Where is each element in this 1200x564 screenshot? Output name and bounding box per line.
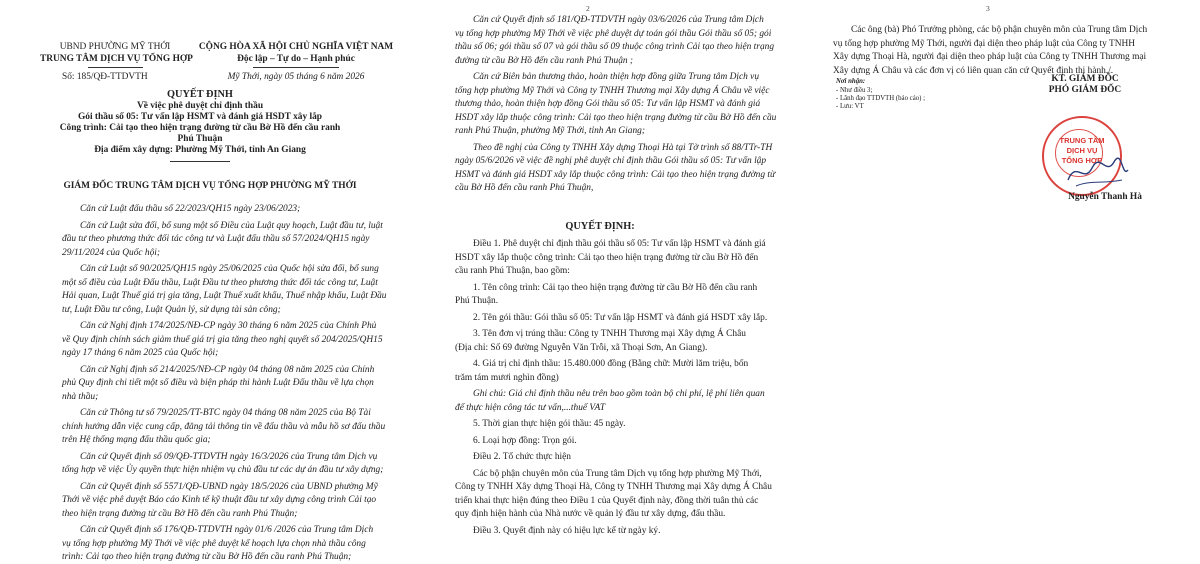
basis-line: Căn cứ Biên bản thương thảo, hoàn thiện hợp đồng giữa Trung tâm Dịch vụ bbox=[473, 72, 760, 82]
item-line: 2. Tên gói thầu: Gói thầu số 05: Tư vấn lập HSMT và đánh giá HSDT xây lắp. bbox=[473, 312, 768, 323]
document-page-3 bbox=[800, 0, 1200, 564]
article-4-text bbox=[833, 24, 1168, 78]
agency-name: UBND PHƯỜNG MỸ THỚI bbox=[59, 42, 171, 52]
stamp-line: TỔNG HỢP bbox=[1061, 156, 1103, 165]
basis-line: đầu tư theo phương thức đối tác công tư và Luật đấu thầu số 57/2024/QH15 ngày bbox=[62, 234, 370, 244]
article-1-line: Điều 1. Phê duyệt chỉ định thầu gói thầu số 05: Tư vấn lập HSMT và đánh giá bbox=[473, 239, 766, 249]
legal-basis-list bbox=[62, 203, 387, 564]
basis-line: Hải quan, Luật Thuế giá trị gia tăng, Luật Thuế xuất khẩu, Thuế nhập khẩu, Luật Đầu bbox=[62, 291, 387, 301]
basis-line: HSDT xây lắp thuộc công trình: Cải tạo theo hiện trạng đường từ cầu Bờ Hồ đến cầu bbox=[455, 112, 777, 123]
stamp-line: TRUNG TÂM bbox=[1059, 136, 1105, 145]
document-page-1 bbox=[0, 0, 400, 564]
article-4-line: Xây dựng Thoại Hà, người đại diện theo pháp luật của Công ty TNHH Thương mại bbox=[833, 52, 1147, 62]
basis-line: cầu Bờ Hồ đến cầu ranh Phú Thuận, bbox=[455, 183, 594, 193]
unit-name: TRUNG TÂM DỊCH VỤ TỔNG HỢP bbox=[40, 54, 193, 64]
item-line: 1. Tên công trình: Cải tạo theo hiện trạng đường từ cầu Bờ Hồ đến cầu ranh bbox=[473, 282, 758, 293]
article-2-line: quy định hiện hành của Nhà nước về quản lý đầu tư xây dựng, đấu thầu. bbox=[455, 509, 726, 519]
basis-line: nhà thầu; bbox=[62, 391, 99, 402]
issuer-title: GIÁM ĐỐC TRUNG TÂM DỊCH VỤ TỔNG HỢP PHƯỜNG MỸ THỚI bbox=[63, 181, 357, 191]
basis-line: Căn cứ Quyết định số 181/QĐ-TTDVTH ngày 03/6/2026 của Trung tâm Dịch bbox=[473, 15, 764, 25]
item-line: 6. Loại hợp đồng: Trọn gói. bbox=[473, 435, 577, 446]
basis-line: Căn cứ Quyết định số 5571/QĐ-UBND ngày 18/5/2026 của UBND phường Mỹ bbox=[80, 481, 378, 492]
article-1-line: cầu ranh Phú Thuận, bao gồm: bbox=[455, 266, 570, 276]
recipient-item: - Lưu: VT bbox=[836, 103, 864, 110]
page-number-3: 3 bbox=[986, 4, 990, 13]
basis-line: Căn cứ Nghị định số 214/2025/NĐ-CP ngày 04 tháng 08 năm 2025 của Chính bbox=[80, 364, 375, 375]
basis-line: Căn cứ Luật đấu thầu số 22/2023/QH15 ngày 23/06/2023; bbox=[80, 204, 301, 214]
article-2-title: Điều 2. Tổ chức thực hiện bbox=[473, 452, 571, 462]
issue-date: Mỹ Thới, ngày 05 tháng 6 năm 2026 bbox=[227, 72, 365, 82]
basis-line: tổng hợp về việc Ủy quyền thực hiện nhiệm vụ chủ đầu tư các dự án đầu tư xây dựng; bbox=[62, 465, 384, 475]
basis-line: Thới về việc phê duyệt Báo cáo Kinh tế kỹ thuật đầu tư xây dựng công trình Cải tạo bbox=[62, 495, 377, 505]
article-2-line: Các bộ phận chuyên môn của Trung tâm Dịch vụ tổng hợp phường Mỹ Thới, bbox=[473, 468, 762, 479]
basis-line: tư, Luật Đầu tư công, Luật Quản lý, sử dụng tài sản công; bbox=[62, 304, 281, 315]
article-2-line: triển khai thực hiện đúng theo Điều 1 của Quyết định này, đồng thời tuân thủ các bbox=[455, 495, 759, 506]
item-line: 4. Giá trị chỉ định thầu: 15.480.000 đồng (Bằng chữ: Mười lăm triệu, bốn bbox=[473, 359, 749, 369]
article-3-line: Điều 3. Quyết định này có hiệu lực kể từ ngày ký. bbox=[473, 525, 661, 536]
item-line: trăm tám mươi nghìn đồng) bbox=[455, 372, 559, 383]
basis-line: trình: Cải tạo theo hiện trạng đường từ cầu Bờ Hồ đến cầu ranh Phú Thuận; bbox=[62, 552, 352, 562]
basis-line: Theo đề nghị của Công ty TNHH Xây dựng Thoại Hà tại Tờ trình số 88/TTr-TH bbox=[473, 142, 773, 153]
basis-continued-list bbox=[455, 14, 777, 196]
article-1-line: HSDT xây lắp thuộc công trình: Cải tạo theo hiện trạng đường từ cầu Bờ Hồ đến bbox=[455, 252, 759, 263]
basis-line: về Quy định chính sách giảm thuế giá trị gia tăng theo nghị quyết số 204/2025/QH15 bbox=[62, 334, 383, 345]
basis-line: Căn cứ Quyết định số 176/QĐ-TTDVTH ngày 01/6 /2026 của Trung tâm Dịch bbox=[80, 525, 374, 535]
nation-title: CỘNG HÒA XÃ HỘI CHỦ NGHĨA VIỆT NAM bbox=[198, 42, 394, 52]
signer-name: Nguyễn Thanh Hà bbox=[1068, 192, 1142, 202]
build-location: Địa điểm xây dựng: Phường Mỹ Thới, tỉnh An Giang bbox=[94, 145, 306, 155]
basis-line: ngày 05/6/2026 về việc đề nghị phê duyệt chỉ định thầu Gói thầu số 05: Tư vấn lập bbox=[455, 156, 767, 166]
item-line: (Địa chỉ: Số 69 đường Nguyễn Văn Trỗi, xã Thoại Sơn, An Giang). bbox=[455, 342, 708, 353]
basis-line: thương thảo, hoàn thiện hợp đồng Gói thầu số 05: Tư vấn lập HSMT và đánh giá bbox=[455, 99, 761, 109]
item-line: 3. Tên đơn vị trúng thầu: Công ty TNHH Thương mại Xây dựng Á Châu bbox=[473, 329, 746, 339]
title-underline bbox=[170, 161, 230, 162]
basis-line: Căn cứ Luật số 90/2025/QH15 ngày 25/06/2025 của Quốc hội sửa đổi, bổ sung bbox=[80, 264, 379, 274]
basis-line: phủ Quy định chi tiết một số điều và biện pháp thi hành Luật Đấu thầu về lựa chọn bbox=[62, 378, 374, 388]
decide-heading: QUYẾT ĐỊNH: bbox=[565, 221, 635, 232]
basis-line: trên Hệ thống mạng đấu thầu quốc gia; bbox=[62, 435, 211, 445]
basis-line: đường từ cầu Bờ Hồ đến cầu ranh Phú Thuận ; bbox=[455, 55, 634, 66]
unit-underline bbox=[88, 67, 143, 68]
motto-underline bbox=[253, 67, 339, 68]
basis-line: vụ tổng hợp phường Mỹ Thới về việc phê duyệt dự toán gói thầu Gói thầu số 05; gói bbox=[455, 28, 772, 39]
document-page-2 bbox=[400, 0, 800, 564]
document-number: Số: 185/QĐ-TTDVTH bbox=[62, 72, 148, 82]
basis-line: chính hướng dẫn việc cung cấp, đăng tải thông tin về đấu thầu và mẫu hồ sơ đấu thầu bbox=[62, 421, 386, 432]
recipients-title: Nơi nhận: bbox=[836, 78, 866, 85]
signature-position: PHÓ GIÁM ĐỐC bbox=[1048, 85, 1122, 95]
note-line: Ghi chú: Giá chỉ định thầu nêu trên bao gồm toàn bộ chi phí, lệ phí liên quan bbox=[473, 389, 765, 399]
item-line: Phú Thuận. bbox=[455, 296, 499, 306]
basis-line: ranh Phú Thuận, phường Mỹ Thới, tỉnh An Giang; bbox=[455, 126, 645, 136]
basis-line: tổng hợp phường Mỹ Thới và Công ty TNHH Thương mại Xây dựng Á Châu về việc bbox=[455, 85, 770, 96]
package-title: Gói thầu số 05: Tư vấn lập HSMT và đánh giá HSDT xây lắp bbox=[78, 112, 322, 122]
stamp-line: DỊCH VỤ bbox=[1066, 146, 1098, 155]
article-4-line: Các ông (bà) Phó Trưởng phòng, các bộ phận chuyên môn của Trung tâm Dịch bbox=[851, 25, 1148, 35]
basis-line: Căn cứ Quyết định số 09/QĐ-TTDVTH ngày 16/3/2026 của Trung tâm Dịch vụ bbox=[80, 451, 378, 462]
page-number-2: 2 bbox=[586, 4, 590, 13]
article-4-line: Xây dựng Á Châu và các đơn vị có liên quan căn cứ Quyết định thi hành./. bbox=[833, 65, 1114, 76]
handwritten-signature bbox=[1062, 150, 1132, 195]
basis-line: theo hiện trạng đường từ cầu Bờ Hồ đến cầu ranh Phú Thuận; bbox=[62, 508, 298, 519]
decision-heading: QUYẾT ĐỊNH bbox=[167, 89, 233, 100]
basis-line: một số điều của Luật Đấu thầu, Luật Đầu tư theo phương thức đối tác công tư, Luật bbox=[62, 277, 378, 288]
decision-articles bbox=[455, 235, 770, 538]
note-line: để thực hiện công tác tư vấn,...thuế VAT bbox=[455, 402, 606, 413]
basis-line: HSMT và đánh giá HSDT xây lắp thuộc công trình: Cải tạo theo hiện trạng đường từ bbox=[455, 169, 776, 180]
basis-line: Căn cứ Nghị định 174/2025/NĐ-CP ngày 30 tháng 6 năm 2025 của Chính Phủ bbox=[80, 321, 377, 331]
recipient-item: - Như điều 3; bbox=[836, 87, 873, 94]
article-2-line: Công ty TNHH Xây dựng Thoại Hà, Công ty TNHH Thương mại Xây dựng Á Châu bbox=[455, 482, 772, 492]
basis-line: 29/11/2024 của Quốc hội; bbox=[62, 247, 160, 258]
basis-line: ngày 17 tháng 6 năm 2025 của Quốc hội; bbox=[62, 348, 219, 358]
decision-subject: Về việc phê duyệt chỉ định thầu bbox=[136, 101, 264, 111]
article-4-line: vụ tổng hợp phường Mỹ Thới, người đại diện theo pháp luật của Công ty TNHH bbox=[833, 38, 1136, 49]
nation-motto: Độc lập – Tự do – Hạnh phúc bbox=[237, 54, 355, 64]
signature-title: KT. GIÁM ĐỐC bbox=[1051, 74, 1119, 84]
basis-line: thầu số 06; gói thầu số 07 và gói thầu số 09 thuộc công trình Cải tạo theo hiện trạng bbox=[455, 42, 775, 52]
project-title-cont: Phú Thuận bbox=[177, 134, 223, 144]
basis-line: Căn cứ Thông tư số 79/2025/TT-BTC ngày 04 tháng 08 năm 2025 của Bộ Tài bbox=[80, 408, 371, 418]
project-title: Công trình: Cải tạo theo hiện trạng đường từ cầu Bờ Hồ đến cầu ranh bbox=[59, 123, 341, 133]
basis-line: vụ tổng hợp phường Mỹ Thới về việc phê duyệt kế hoạch lựa chọn nhà thầu công bbox=[62, 538, 366, 549]
recipient-item: - Lãnh đạo TTDVTH (báo cáo) ; bbox=[836, 95, 925, 102]
item-line: 5. Thời gian thực hiện gói thầu: 45 ngày. bbox=[473, 419, 626, 429]
basis-line: Căn cứ Luật sửa đổi, bổ sung một số Điều của Luật quy hoạch, Luật đầu tư, luật bbox=[80, 220, 383, 231]
